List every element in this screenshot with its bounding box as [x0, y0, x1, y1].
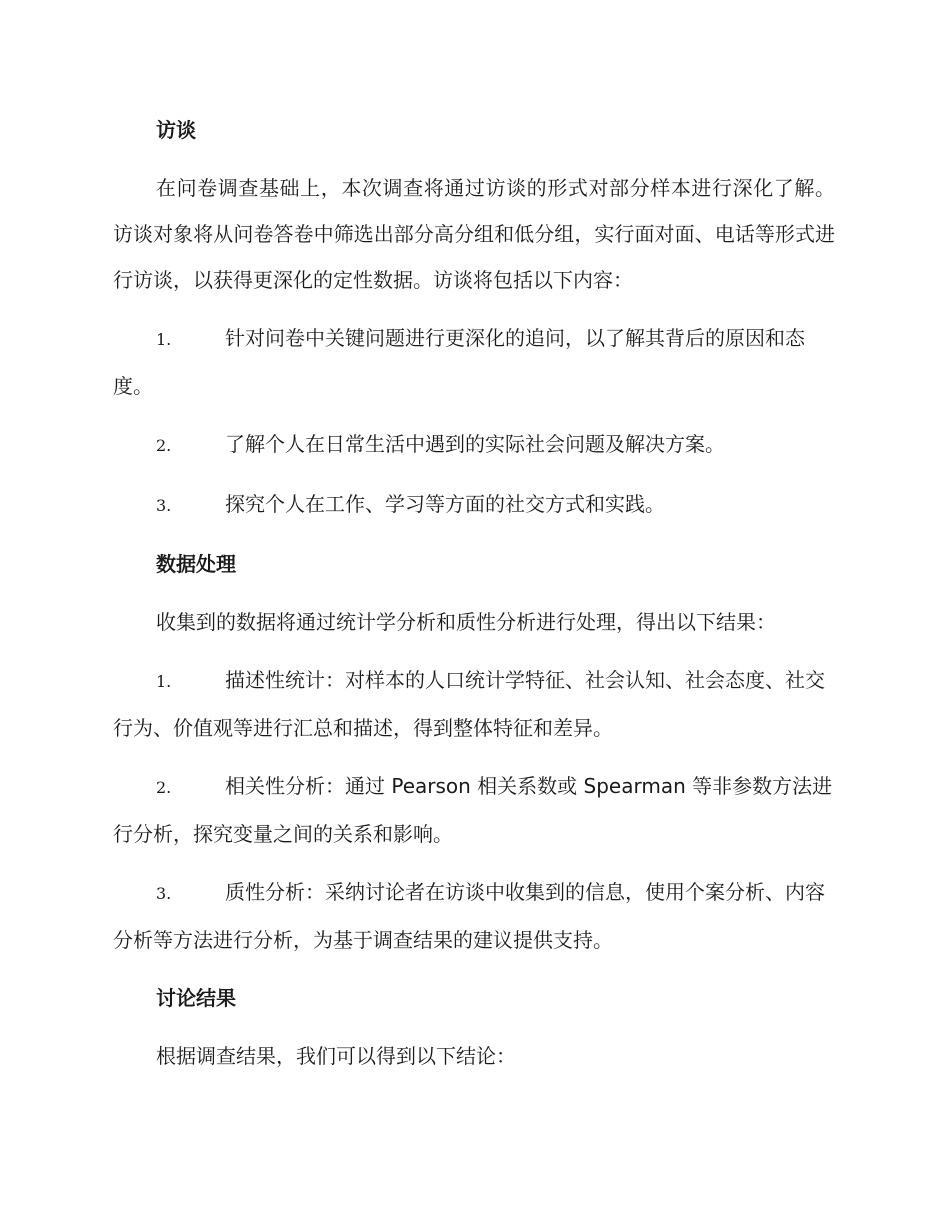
- section-heading: 数据处理: [156, 552, 236, 576]
- section-intro: 在问卷调查基础上，本次调查将通过访谈的形式对部分样本进行深化了解。访谈对象将从问卷答卷中筛选出部分高分组和低分组，实行面对面、电话等形式进行访谈，以获得更深化的定性数据。访谈将包括以下内容：: [113, 176, 835, 292]
- section-discussion: [113, 975, 835, 1079]
- section-data-processing: [113, 541, 835, 963]
- list-text: 探究个人在工作、学习等方面的社交方式和实践。: [225, 492, 665, 516]
- list-item: [113, 421, 835, 469]
- list-number: 1.: [156, 330, 172, 349]
- list-item: [113, 869, 835, 963]
- list-number: 2.: [156, 778, 172, 797]
- list-text: 了解个人在日常生活中遇到的实际社会问题及解决方案。: [225, 432, 725, 456]
- list-text: 针对问卷中关键问题进行更深化的追问，以了解其背后的原因和态度。: [113, 326, 805, 398]
- section-heading: 访谈: [156, 118, 196, 142]
- list-item: [113, 481, 835, 529]
- list-number: 1.: [156, 672, 172, 691]
- list-text: 相关性分析：通过 Pearson 相关系数或 Spearman 等非参数方法进行分析，探究变量之间的关系和影响。: [113, 774, 833, 846]
- section-interview: [113, 107, 835, 529]
- list-number: 3.: [156, 496, 172, 515]
- section-intro: 收集到的数据将通过统计学分析和质性分析进行处理，得出以下结果：: [156, 610, 776, 634]
- list-text: 描述性统计：对样本的人口统计学特征、社会认知、社会态度、社交行为、价值观等进行汇总和描述，得到整体特征和差异。: [113, 668, 825, 740]
- list-number: 2.: [156, 436, 172, 455]
- section-heading: 讨论结果: [156, 986, 236, 1010]
- list-number: 3.: [156, 884, 172, 903]
- document-body: [113, 107, 835, 1091]
- list-item: [113, 315, 835, 409]
- list-item: [113, 763, 835, 857]
- list-item: [113, 657, 835, 751]
- list-text: 质性分析：采纳讨论者在访谈中收集到的信息，使用个案分析、内容分析等方法进行分析，为基于调查结果的建议提供支持。: [113, 880, 825, 952]
- section-intro: 根据调查结果，我们可以得到以下结论：: [156, 1044, 516, 1068]
